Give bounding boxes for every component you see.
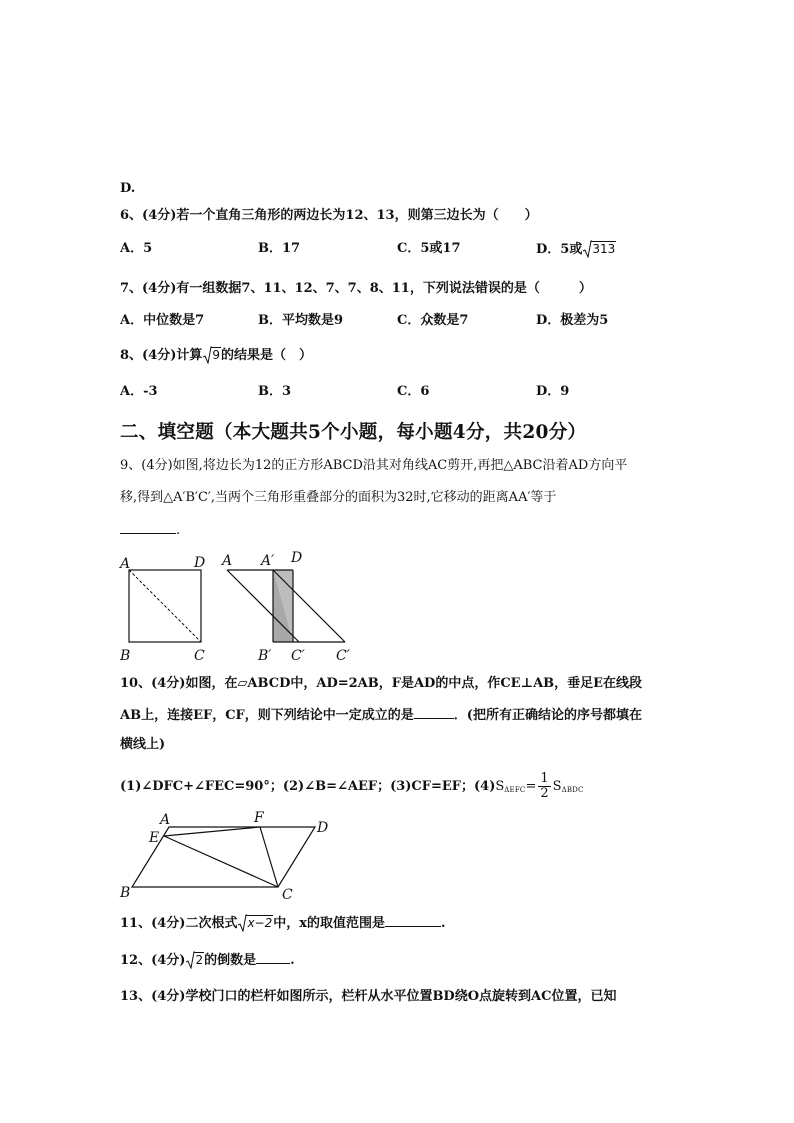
sqrt-x-minus-2-expression [238, 914, 273, 933]
question-8-stem [120, 346, 312, 365]
previous-option-d: D. [120, 181, 136, 196]
diagonal-ac-dashed [129, 570, 201, 642]
radical-sign-icon [238, 914, 247, 932]
question-7-stem: 7、(4分)有一组数据7、11、12、7、7、8、11，下列说法错误的是（ ） [120, 281, 592, 296]
q6-option-d-text: D．5或 [536, 242, 583, 257]
fraction-one-half [538, 772, 550, 801]
label-c-double-prime: C′ [336, 648, 350, 664]
q12-middle-text: 的倒数是 [204, 953, 257, 968]
q8-stem-prefix: 8、(4分)计算 [120, 348, 203, 363]
q6-option-c: C．5或17 [397, 241, 461, 256]
area-subscript-efc: ΔEFC [504, 786, 526, 794]
label-b: B [120, 885, 131, 901]
q10-answer-blank[interactable] [414, 706, 454, 719]
question-9-line-1: 9、(4分)如图,将边长为12的正方形ABCD沿其对角线AC剪开,再把△ABC沿着AD方向平 [120, 458, 628, 473]
q12-prefix: 12、(4分) [120, 953, 186, 968]
radicand-2: 2 [195, 953, 204, 967]
parallelogram-abcd [132, 827, 315, 887]
label-f: F [254, 810, 264, 826]
q7-option-b: B．平均数是9 [258, 313, 344, 328]
q12-answer-blank[interactable] [256, 951, 290, 964]
section-2-heading: 二、填空题（本大题共5个小题，每小题4分，共20分） [120, 422, 587, 443]
label-c-prime: C′ [291, 648, 305, 664]
figure-q10-parallelogram [112, 808, 342, 903]
radical-sign-icon [583, 240, 592, 258]
label-a: A [120, 556, 131, 572]
radicand-x-minus-2: x−2 [247, 916, 273, 930]
q6-option-b: B．17 [258, 241, 301, 256]
question-10-conclusions [120, 772, 584, 801]
q8-stem-suffix: 的结果是（ ） [221, 348, 313, 363]
area-subscript-bdc: ΔBDC [561, 786, 584, 794]
area-symbol-2: S [552, 779, 562, 794]
question-6-stem: 6、(4分)若一个直角三角形的两边长为12、13，则第三边长为（ ） [120, 208, 538, 223]
label-d-right: D [291, 550, 303, 566]
q8-option-b: B．3 [258, 384, 292, 399]
label-b-prime: B′ [258, 648, 272, 664]
q11-prefix: 11、(4分)二次根式 [120, 916, 238, 931]
sqrt-9-expression [203, 346, 221, 365]
question-10-line-2 [120, 706, 642, 725]
label-e: E [149, 830, 160, 846]
area-ratio-formula [495, 771, 584, 801]
radical-sign-icon [186, 951, 195, 969]
label-c: C [194, 648, 205, 664]
label-d: D [194, 555, 206, 571]
fraction-numerator: 1 [540, 771, 549, 786]
radicand-313: 313 [592, 242, 616, 256]
fraction-denominator: 2 [540, 786, 549, 801]
question-13-line-1: 13、(4分)学校门口的栏杆如图所示，栏杆从水平位置BD绕O点旋转到AC位置，已知 [120, 989, 617, 1004]
q8-option-c: C．6 [397, 384, 430, 399]
q11-end-period: . [441, 916, 446, 931]
q9-answer-blank[interactable] [120, 521, 176, 534]
label-a-right: A [222, 553, 233, 569]
question-9-answer-line [120, 521, 180, 540]
segment-ce [164, 836, 278, 887]
q11-middle-text: 中，x的取值范围是 [273, 916, 386, 931]
label-a: A [160, 812, 171, 828]
figure-q9-square-translation [112, 548, 362, 668]
label-a-prime: A′ [261, 553, 275, 569]
label-c: C [282, 887, 293, 903]
q10-conclusions-text: (1)∠DFC+∠FEC=90°；(2)∠B=∠AEF；(3)CF=EF；(4) [120, 779, 496, 794]
q8-option-d: D．9 [536, 384, 570, 399]
q8-option-a: A．-3 [120, 384, 158, 399]
q12-end-period: . [290, 953, 295, 968]
question-9-line-2: 移,得到△A′B′C′,当两个三角形重叠部分的面积为32时,它移动的距离AA′等于 [120, 490, 557, 505]
sqrt-313-expression [583, 240, 616, 259]
q7-option-a: A．中位数是7 [120, 313, 205, 328]
label-d: D [317, 820, 329, 836]
question-10-line-3: 横线上) [120, 737, 166, 752]
q7-option-c: C．众数是7 [397, 313, 469, 328]
q6-option-a: A．5 [120, 241, 153, 256]
segment-ef [164, 827, 260, 836]
q6-option-d [536, 240, 616, 259]
equals-sign: = [525, 779, 537, 794]
question-10-line-1: 10、(4分)如图，在▱ABCD中，AD=2AB，F是AD的中点，作CE⊥AB，垂足E在线段 [120, 676, 643, 691]
sqrt-2-expression [186, 951, 204, 970]
question-12 [120, 951, 295, 970]
radicand-9: 9 [212, 348, 221, 362]
q11-answer-blank[interactable] [385, 914, 441, 927]
question-11 [120, 914, 446, 933]
q10-line2-prefix: AB上，连接EF，CF，则下列结论中一定成立的是 [120, 708, 414, 723]
segment-fc [260, 827, 278, 887]
label-b: B [120, 648, 131, 664]
q9-end-period: . [176, 523, 181, 538]
area-symbol-1: S [495, 779, 505, 794]
q7-option-d: D．极差为5 [536, 313, 609, 328]
radical-sign-icon [203, 346, 212, 364]
q10-line2-suffix: ．(把所有正确结论的序号都填在 [453, 708, 642, 723]
